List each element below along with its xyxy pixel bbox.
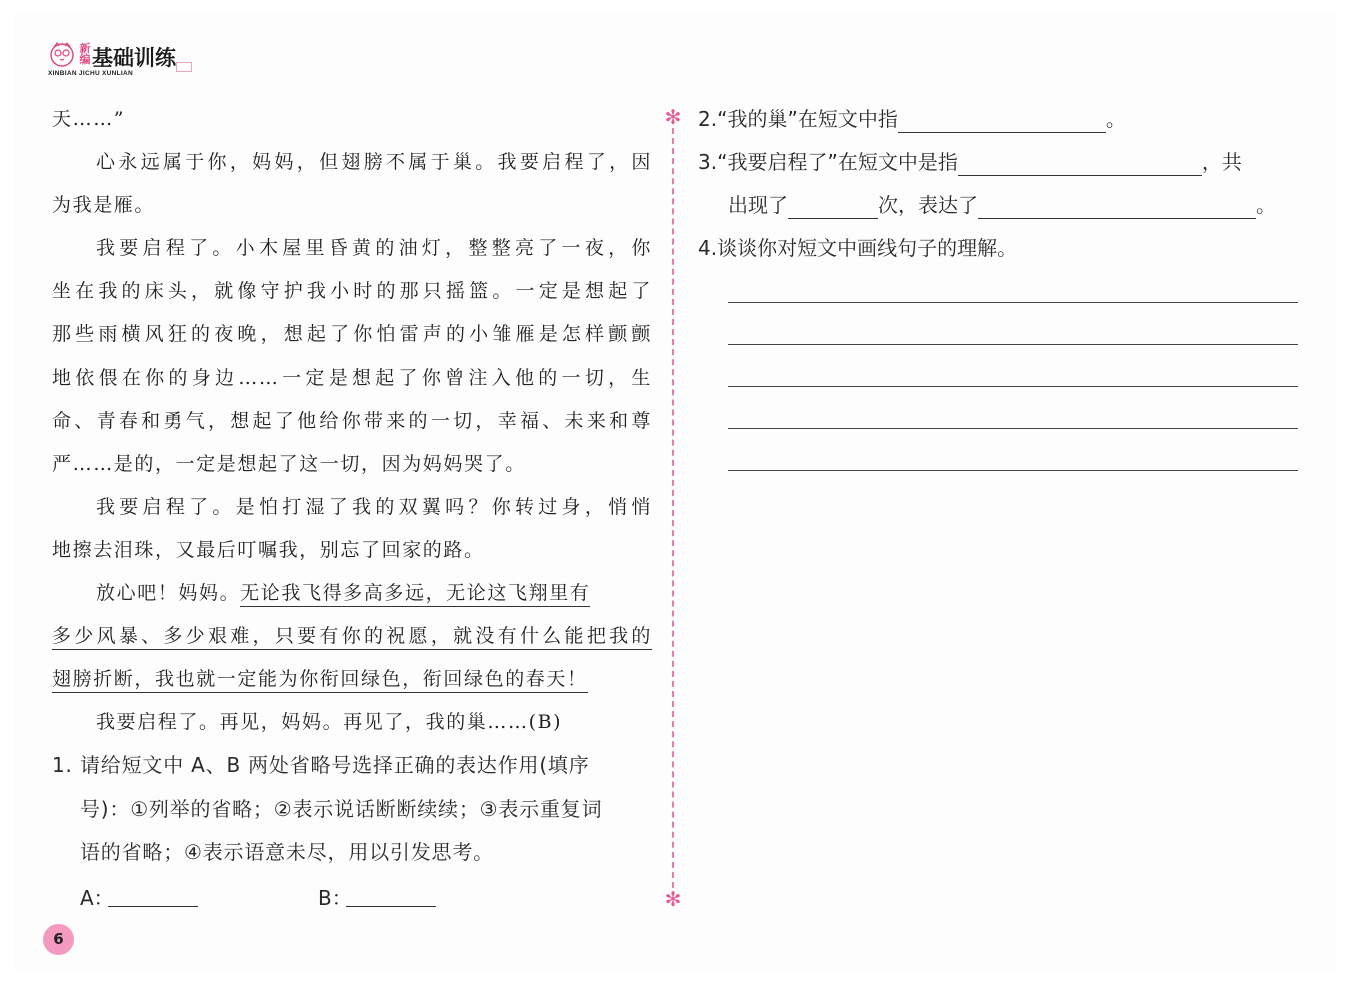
- answer-q3-express-blank[interactable]: [978, 192, 1256, 219]
- question-end: 。: [1256, 193, 1276, 217]
- column-divider: [672, 128, 674, 888]
- question-text: 谈谈你对短文中画线句子的理解。: [717, 236, 1018, 260]
- answer-a-label: A：: [80, 885, 114, 910]
- question-text: “我的巢”在短文中指: [717, 107, 898, 131]
- series-title: 基础训练: [92, 46, 176, 70]
- series-pinyin: XINBIAN JICHU XUNLIAN: [48, 70, 134, 77]
- underlined-sentence: 多少风暴、多少艰难，只要有你的祝愿，就没有什么能把我的: [52, 625, 652, 650]
- passage-line: [52, 615, 652, 658]
- question-number: 3.: [698, 150, 718, 174]
- passage-line: 我要启程了。小木屋里昏黄的油灯，整整亮了一夜，你: [96, 237, 652, 260]
- answer-q2-blank[interactable]: [898, 106, 1106, 133]
- passage-line: 天……”: [52, 108, 126, 130]
- question-number: 2.: [698, 107, 718, 131]
- question-1-line: 语的省略；④表示语意未尽，用以引发思考。: [80, 839, 494, 864]
- passage-line: [52, 572, 652, 615]
- question-4: [698, 227, 1300, 270]
- question-text: “我要启程了”在短文中是指: [717, 150, 958, 174]
- logo-decor: [176, 62, 192, 72]
- page-number: 6: [43, 924, 74, 955]
- question-text: 出现了: [728, 193, 788, 217]
- passage-column: [52, 98, 652, 918]
- passage-text: 放心吧！妈妈。: [96, 582, 241, 605]
- question-number: 4.: [698, 236, 718, 260]
- underlined-sentence: 翅膀折断，我也就一定能为你衔回绿色，衔回绿色的春天！: [52, 668, 588, 693]
- questions-column: [698, 98, 1300, 270]
- question-3-line: [698, 184, 1300, 227]
- passage-line: 坐在我的床头，就像守护我小时的那只摇篮。一定是想起了: [52, 280, 652, 303]
- question-number: 1.: [52, 753, 73, 778]
- question-text: 请给短文中 A、B 两处省略号选择正确的表达作用(填序: [80, 753, 590, 778]
- answer-q3-count-blank[interactable]: [788, 192, 878, 219]
- answer-line[interactable]: [728, 428, 1298, 429]
- series-logo: [48, 40, 198, 80]
- answer-b-blank[interactable]: [346, 880, 436, 907]
- answer-row: [52, 874, 652, 918]
- answer-a-blank[interactable]: [108, 880, 198, 907]
- passage-line: [52, 658, 652, 701]
- answer-line[interactable]: [728, 302, 1298, 303]
- answer-q3-meaning-blank[interactable]: [958, 149, 1202, 176]
- passage-line: 为我是雁。: [52, 194, 156, 217]
- owl-mascot-icon: [48, 40, 76, 68]
- passage-line: 我要启程了。是怕打湿了我的双翼吗？你转过身，悄悄: [96, 495, 652, 518]
- passage-line: 地擦去泪珠，又最后叮嘱我，别忘了回家的路。: [52, 538, 485, 561]
- passage-line: 命、青春和勇气，想起了他给你带来的一切，幸福、未来和尊: [52, 409, 652, 432]
- question-3: [698, 141, 1300, 184]
- underlined-sentence: 无论我飞得多高多远，无论这飞翔里有: [240, 582, 590, 607]
- question-2: [698, 98, 1300, 141]
- answer-line[interactable]: [728, 470, 1298, 471]
- passage-line: 那些雨横风狂的夜晚，想起了你怕雷声的小雏雁是怎样颤颤: [52, 323, 652, 346]
- answer-b-label: B：: [318, 885, 352, 910]
- question-text: ，共: [1201, 150, 1242, 174]
- answer-line[interactable]: [728, 386, 1298, 387]
- answer-line[interactable]: [728, 344, 1298, 345]
- question-text: 次，表达了: [878, 193, 978, 217]
- question-end: 。: [1105, 107, 1126, 131]
- passage-line: 心永远属于你，妈妈，但翅膀不属于巢。我要启程了，因: [96, 151, 652, 174]
- passage-line: 严……是的，一定是想起了这一切，因为妈妈哭了。: [52, 452, 526, 475]
- series-badge: 新编: [79, 42, 91, 66]
- flower-star-icon: ✻: [664, 887, 682, 911]
- passage-closing: 我要启程了。再见，妈妈。再见了，我的巢……(B): [96, 711, 563, 734]
- question-1: [52, 744, 652, 787]
- passage-line: 地依偎在你的身边……一定是想起了你曾注入他的一切，生: [52, 366, 652, 389]
- question-1-line: 号)：①列举的省略；②表示说话断断续续；③表示重复词: [80, 796, 603, 821]
- flower-star-icon: ✻: [664, 105, 682, 129]
